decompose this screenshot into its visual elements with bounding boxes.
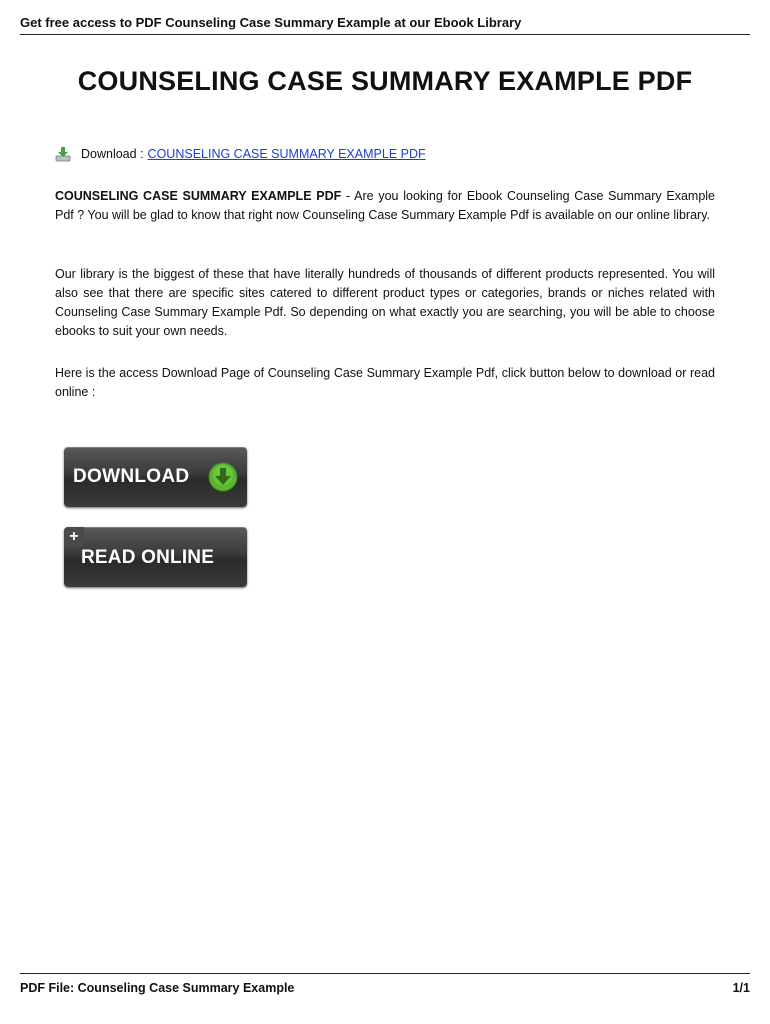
footer-file-name: PDF File: Counseling Case Summary Example: [20, 981, 295, 995]
download-line: [55, 146, 426, 162]
download-arrow-icon: [55, 146, 71, 162]
access-paragraph: Here is the access Download Page of Counseling Case Summary Example Pdf, click button below to download or read online :: [55, 366, 715, 399]
page-header: Get free access to PDF Counseling Case Summary Example at our Ebook Library: [20, 15, 750, 35]
plus-icon: +: [64, 527, 84, 547]
download-button[interactable]: [64, 447, 247, 507]
intro-paragraph: [55, 187, 715, 225]
page-footer: [20, 973, 750, 995]
intro-paragraph-lead: COUNSELING CASE SUMMARY EXAMPLE PDF: [55, 189, 342, 203]
green-download-arrow-icon: [208, 462, 238, 492]
footer-page-number: 1/1: [732, 981, 750, 995]
read-online-button[interactable]: [64, 527, 247, 587]
library-paragraph: Our library is the biggest of these that have literally hundreds of thousands of different products represented. You will also see that there are specific sites catered to different product types or categories, brands or niches related with Counseling Case Summary Example Pdf. So depending on what exactly you are searching, you will be able to choose ebooks to suit your own needs.: [55, 267, 715, 338]
read-online-button-label: READ ONLINE: [81, 547, 215, 568]
document-title: COUNSELING CASE SUMMARY EXAMPLE PDF: [77, 66, 693, 96]
intro-paragraph-text: - Are you looking for Ebook Counseling Case Summary Example Pdf ? You will be glad to know that right now Counseling Case Summary Example Pdf is available on our online library.: [55, 189, 715, 222]
download-button-label: DOWNLOAD: [73, 466, 190, 487]
download-label: Download :: [81, 147, 144, 161]
download-link[interactable]: COUNSELING CASE SUMMARY EXAMPLE PDF: [147, 147, 426, 161]
